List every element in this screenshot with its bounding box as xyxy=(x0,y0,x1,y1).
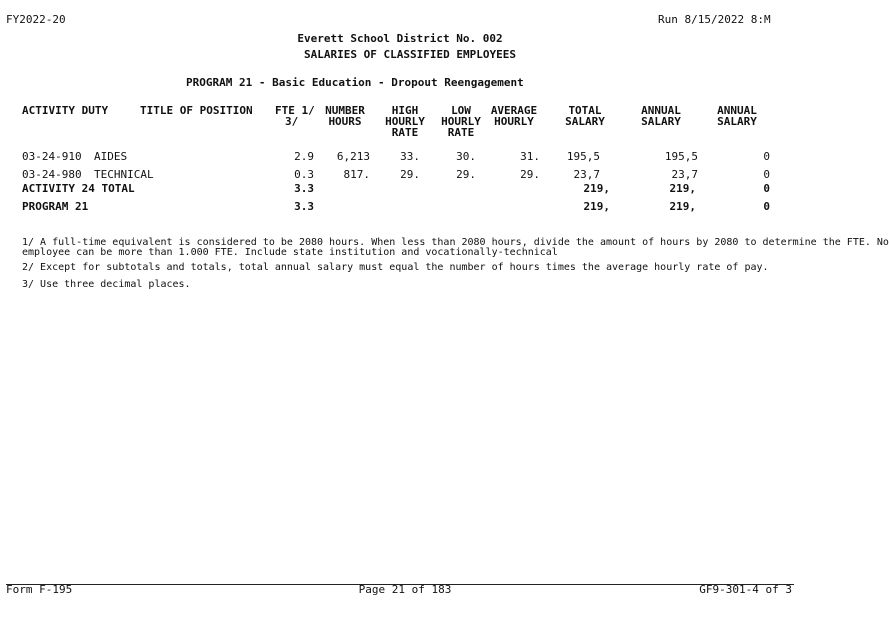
note-2: 2/ Except for subtotals and totals, total annual salary must equal the number of hours times the average hourly rate of pay. xyxy=(22,262,769,273)
col-activity: ACTIVITY DUTY xyxy=(22,104,109,117)
row-fte: 0.3 xyxy=(294,168,314,181)
row-low-rate: 30. xyxy=(456,150,476,163)
activity-total-salary: 219, xyxy=(583,182,610,195)
col-high-rate: HIGH HOURLY RATE xyxy=(385,104,425,139)
fiscal-year: FY2022-20 xyxy=(6,13,66,26)
activity-total-fte: 3.3 xyxy=(294,182,314,195)
row-avg-rate: 31. xyxy=(520,150,540,163)
col-low-rate: LOW HOURLY RATE xyxy=(441,104,481,139)
page-number: Page 21 of 183 xyxy=(358,583,452,596)
row-annual-salary-1: 195,5 xyxy=(664,150,698,163)
row-hours: 817. xyxy=(343,168,370,181)
row-activity-code: 03-24-980 xyxy=(22,168,82,181)
row-activity-code: 03-24-910 xyxy=(22,150,82,163)
row-high-rate: 29. xyxy=(400,168,420,181)
program-total-annual-1: 219, xyxy=(669,200,696,213)
col-number-hours: NUMBER HOURS xyxy=(325,104,365,128)
row-total-salary: 23,7 xyxy=(573,168,600,181)
row-annual-salary-2: 0 xyxy=(763,150,770,163)
report-title: SALARIES OF CLASSIFIED EMPLOYEES xyxy=(304,48,516,61)
col-avg-rate: AVERAGE HOURLY xyxy=(490,104,538,128)
col-title-position: TITLE OF POSITION xyxy=(140,104,253,117)
note-1-cont: employee can be more than 1.000 FTE. Include state institution and vocationally-technical xyxy=(22,247,558,258)
form-number: Form F-195 xyxy=(6,583,73,596)
row-total-salary: 195,5 xyxy=(566,150,600,163)
row-avg-rate: 29. xyxy=(520,168,540,181)
note-3: 3/ Use three decimal places. xyxy=(22,279,191,290)
row-low-rate: 29. xyxy=(456,168,476,181)
activity-total-label: ACTIVITY 24 TOTAL xyxy=(22,182,135,195)
program-total-annual-2: 0 xyxy=(763,200,770,213)
col-fte: FTE 1/ xyxy=(275,104,315,117)
col-annual-salary-1: ANNUAL SALARY xyxy=(641,104,681,128)
row-high-rate: 33. xyxy=(400,150,420,163)
activity-total-annual-2: 0 xyxy=(763,182,770,195)
col-annual-salary-2: ANNUAL SALARY xyxy=(717,104,757,128)
activity-total-annual-1: 219, xyxy=(669,182,696,195)
row-hours: 6,213 xyxy=(336,150,370,163)
run-stamp: Run 8/15/2022 8:M xyxy=(658,13,771,26)
col-fte-note: 3/ xyxy=(285,115,299,128)
program-heading: PROGRAM 21 - Basic Education - Dropout Reengagement xyxy=(186,76,524,89)
row-fte: 2.9 xyxy=(294,150,314,163)
row-annual-salary-1: 23,7 xyxy=(671,168,698,181)
district-name: Everett School District No. 002 xyxy=(297,32,503,45)
program-total-fte: 3.3 xyxy=(294,200,314,213)
program-total-salary: 219, xyxy=(583,200,610,213)
form-code: GF9-301-4 of 3 xyxy=(699,583,792,596)
col-total-salary: TOTAL SALARY xyxy=(565,104,605,128)
row-annual-salary-2: 0 xyxy=(763,168,770,181)
program-total-label: PROGRAM 21 xyxy=(22,200,89,213)
note-1: 1/ A full-time equivalent is considered to be 2080 hours. When less than 2080 hours, divide the amount of hours by 2080 to determine the FTE. No xyxy=(22,237,889,248)
row-title: AIDES xyxy=(94,150,128,163)
row-title: TECHNICAL xyxy=(94,168,154,181)
